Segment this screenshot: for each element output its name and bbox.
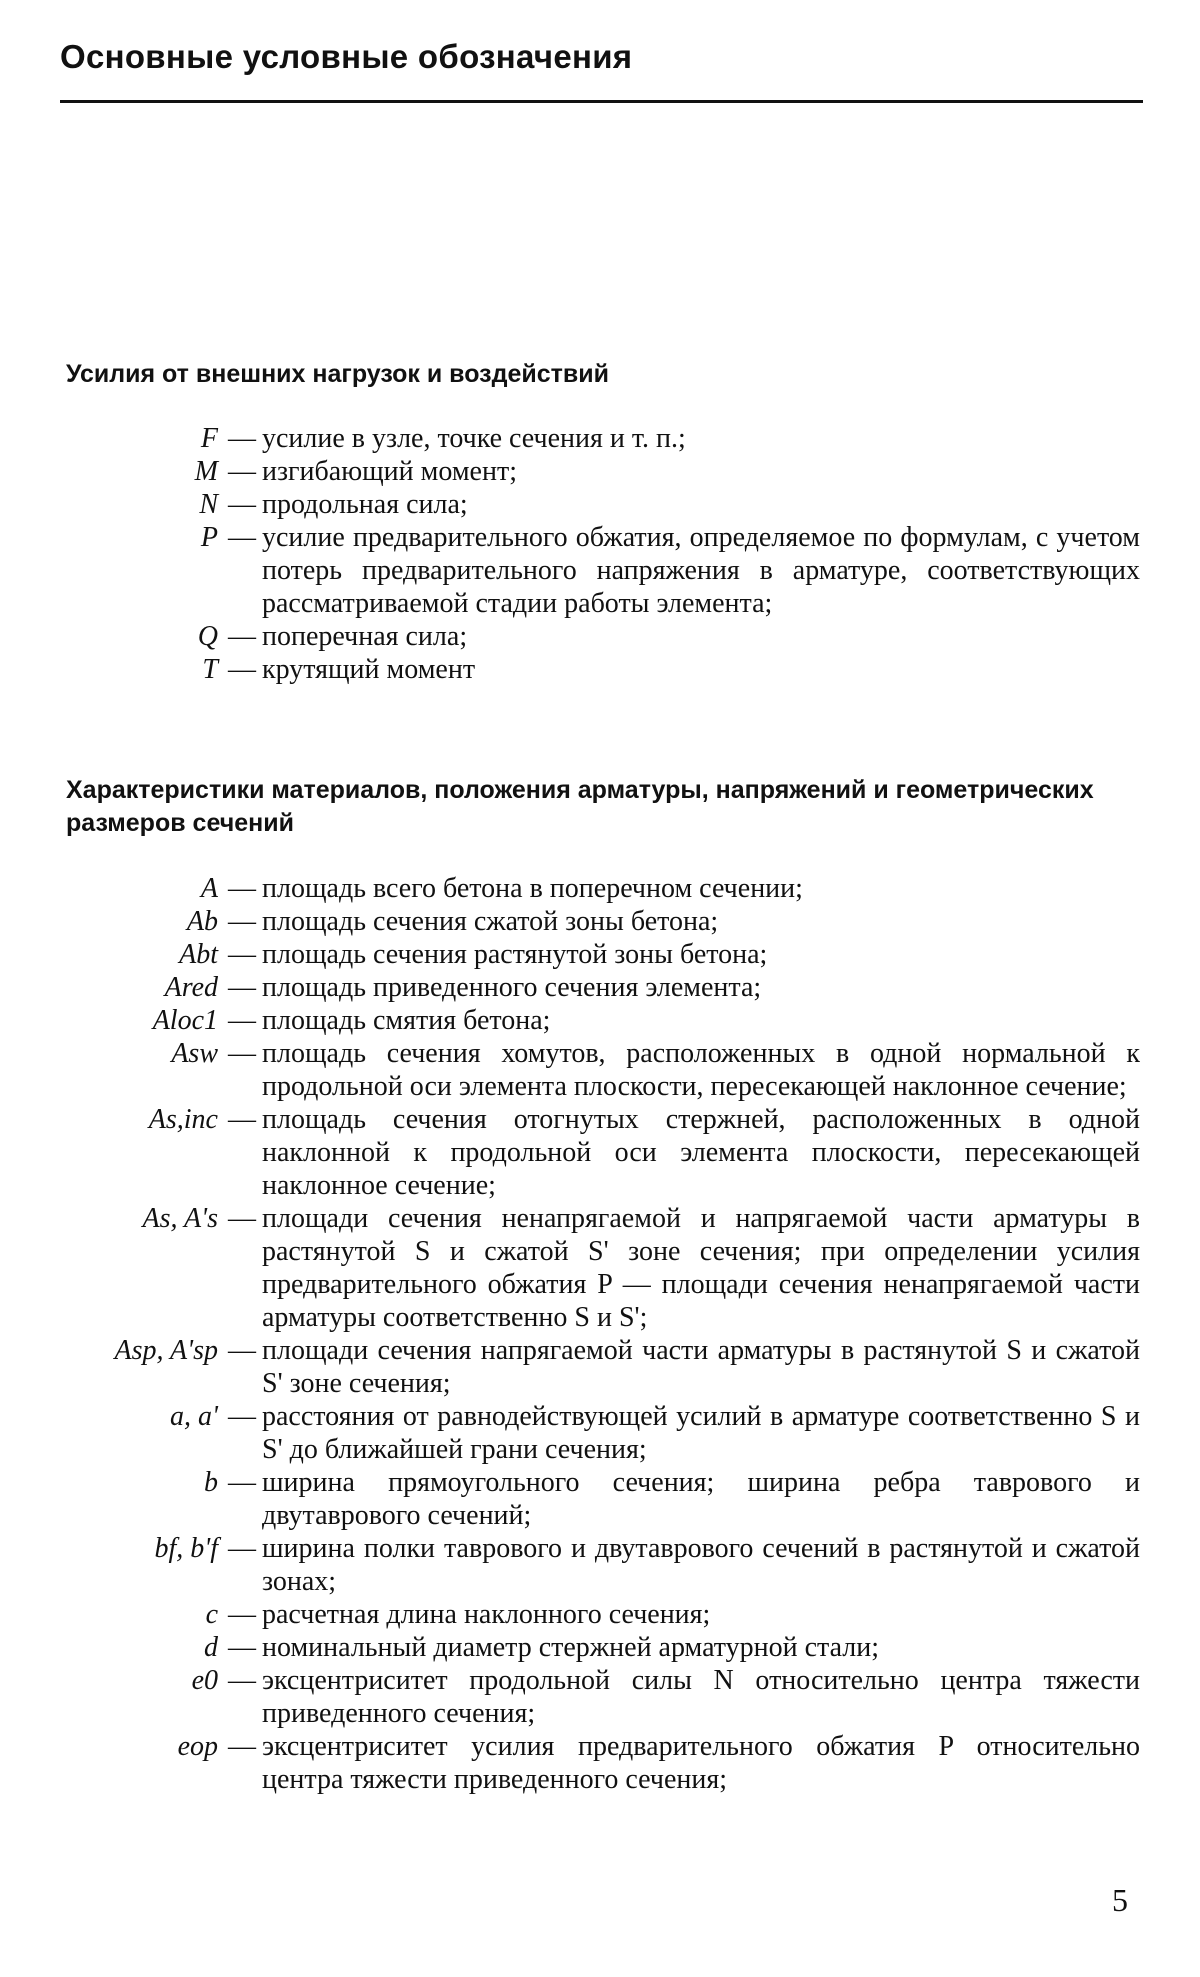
definition-item (0, 488, 1200, 521)
dash: — (228, 1632, 256, 1663)
definition-item (0, 1103, 1200, 1202)
dash: — (228, 621, 256, 652)
symbol: eop (177, 1731, 218, 1762)
definition-item (0, 1664, 1200, 1730)
definition-item (0, 938, 1200, 971)
definition-item (0, 1631, 1200, 1664)
definition-item (0, 1400, 1200, 1466)
symbol: b (204, 1467, 218, 1498)
definition-text: номинальный диаметр стержней арматурной стали; (262, 1632, 880, 1663)
symbol: A (200, 873, 218, 904)
definition-text: расстояния от равнодействующей усилий в арматуре соответственно S и S' до ближайшей грани сечения; (262, 1401, 1140, 1465)
symbol: Asp, A'sp (114, 1335, 218, 1366)
definition-item (0, 1466, 1200, 1532)
definition-item (0, 872, 1200, 905)
dash: — (228, 654, 256, 685)
definition-text: ширина прямоугольного сечения; ширина ребра таврового и двутаврового сечений; (262, 1467, 1140, 1531)
dash: — (228, 1401, 256, 1432)
symbol: Q (197, 621, 218, 652)
definition-text: поперечная сила; (262, 621, 468, 652)
section-heading-materials: Характеристики материалов, положения арматуры, напряжений и геометрических размеров сечений (66, 776, 1094, 837)
symbol: a, a' (170, 1401, 218, 1432)
dash: — (228, 1005, 256, 1036)
definition-item (0, 521, 1200, 620)
page-title: Основные условные обозначения (60, 38, 633, 75)
symbol: N (199, 489, 218, 520)
dash: — (228, 456, 256, 487)
definition-item (0, 1334, 1200, 1400)
dash: — (228, 972, 256, 1003)
definition-item (0, 1730, 1200, 1796)
page-number: 5 (1112, 1882, 1128, 1918)
definition-text: площадь приведенного сечения элемента; (262, 972, 762, 1003)
section-heading-forces: Усилия от внешних нагрузок и воздействий (66, 360, 609, 388)
dash: — (228, 1038, 256, 1069)
definition-text: площадь всего бетона в поперечном сечении; (262, 873, 803, 904)
definition-text: усилие предварительного обжатия, определяемое по формулам, с учетом потерь предварительного напряжения в арматуре, соответствующих рассматриваемой стадии работы элемента; (262, 522, 1140, 619)
symbol: F (200, 423, 218, 454)
symbol: c (205, 1599, 218, 1630)
dash: — (228, 1104, 256, 1135)
definition-text: площадь сечения отогнутых стержней, расположенных в одной наклонной к продольной оси элемента плоскости, пересекающей наклонное сечение; (262, 1104, 1140, 1201)
symbol: M (194, 456, 218, 487)
dash: — (228, 939, 256, 970)
definition-text: ширина полки таврового и двутаврового сечений в растянутой и сжатой зонах; (262, 1533, 1140, 1597)
definition-text: эксцентриситет усилия предварительного обжатия P относительно центра тяжести приведенного сечения; (262, 1731, 1140, 1795)
definition-text: эксцентриситет продольной силы N относительно центра тяжести приведенного сечения; (262, 1665, 1140, 1729)
symbol: Ared (164, 972, 218, 1003)
definition-text: площадь сечения хомутов, расположенных в одной нормальной к продольной оси элемента плоскости, пересекающей наклонное сечение; (262, 1038, 1140, 1102)
definition-item (0, 1202, 1200, 1334)
symbol: T (202, 654, 218, 685)
definition-item (0, 1004, 1200, 1037)
definition-item (0, 620, 1200, 653)
symbol: Asw (171, 1038, 218, 1069)
definition-text: площади сечения ненапрягаемой и напрягаемой части арматуры в растянутой S и сжатой S' зоне сечения; при определении усилия предварительного обжатия P — площади сечения ненапрягаемой части арматуры соответственно S и S'; (262, 1203, 1140, 1333)
definition-list-forces (0, 422, 1200, 686)
definition-item (0, 455, 1200, 488)
title-rule (60, 100, 1143, 103)
dash: — (228, 522, 256, 553)
definition-item (0, 971, 1200, 1004)
definition-text: площадь смятия бетона; (262, 1005, 551, 1036)
definition-item (0, 1037, 1200, 1103)
symbol: d (204, 1632, 218, 1663)
dash: — (228, 1533, 256, 1564)
dash: — (228, 423, 256, 454)
symbol: Aloc1 (152, 1005, 218, 1036)
dash: — (228, 489, 256, 520)
definition-text: изгибающий момент; (262, 456, 517, 487)
dash: — (228, 1665, 256, 1696)
definition-item (0, 653, 1200, 686)
symbol: As,inc (148, 1104, 218, 1135)
definition-item (0, 1532, 1200, 1598)
definition-text: крутящий момент (262, 654, 476, 685)
dash: — (228, 1335, 256, 1366)
symbol: e0 (191, 1665, 218, 1696)
dash: — (228, 873, 256, 904)
definition-item (0, 1598, 1200, 1631)
definition-text: продольная сила; (262, 489, 468, 520)
dash: — (228, 1731, 256, 1762)
definition-list-materials (0, 872, 1200, 1796)
dash: — (228, 1599, 256, 1630)
definition-text: площадь сечения сжатой зоны бетона; (262, 906, 719, 937)
definition-text: усилие в узле, точке сечения и т. п.; (262, 423, 686, 454)
symbol: Abt (179, 939, 218, 970)
definition-item (0, 422, 1200, 455)
definition-item (0, 905, 1200, 938)
symbol: As, A's (142, 1203, 218, 1234)
symbol: P (200, 522, 218, 553)
symbol: Ab (186, 906, 218, 937)
dash: — (228, 1467, 256, 1498)
dash: — (228, 1203, 256, 1234)
symbol: bf, b'f (154, 1533, 218, 1564)
definition-text: расчетная длина наклонного сечения; (262, 1599, 711, 1630)
dash: — (228, 906, 256, 937)
definition-text: площади сечения напрягаемой части арматуры в растянутой S и сжатой S' зоне сечения; (262, 1335, 1140, 1399)
definition-text: площадь сечения растянутой зоны бетона; (262, 939, 768, 970)
